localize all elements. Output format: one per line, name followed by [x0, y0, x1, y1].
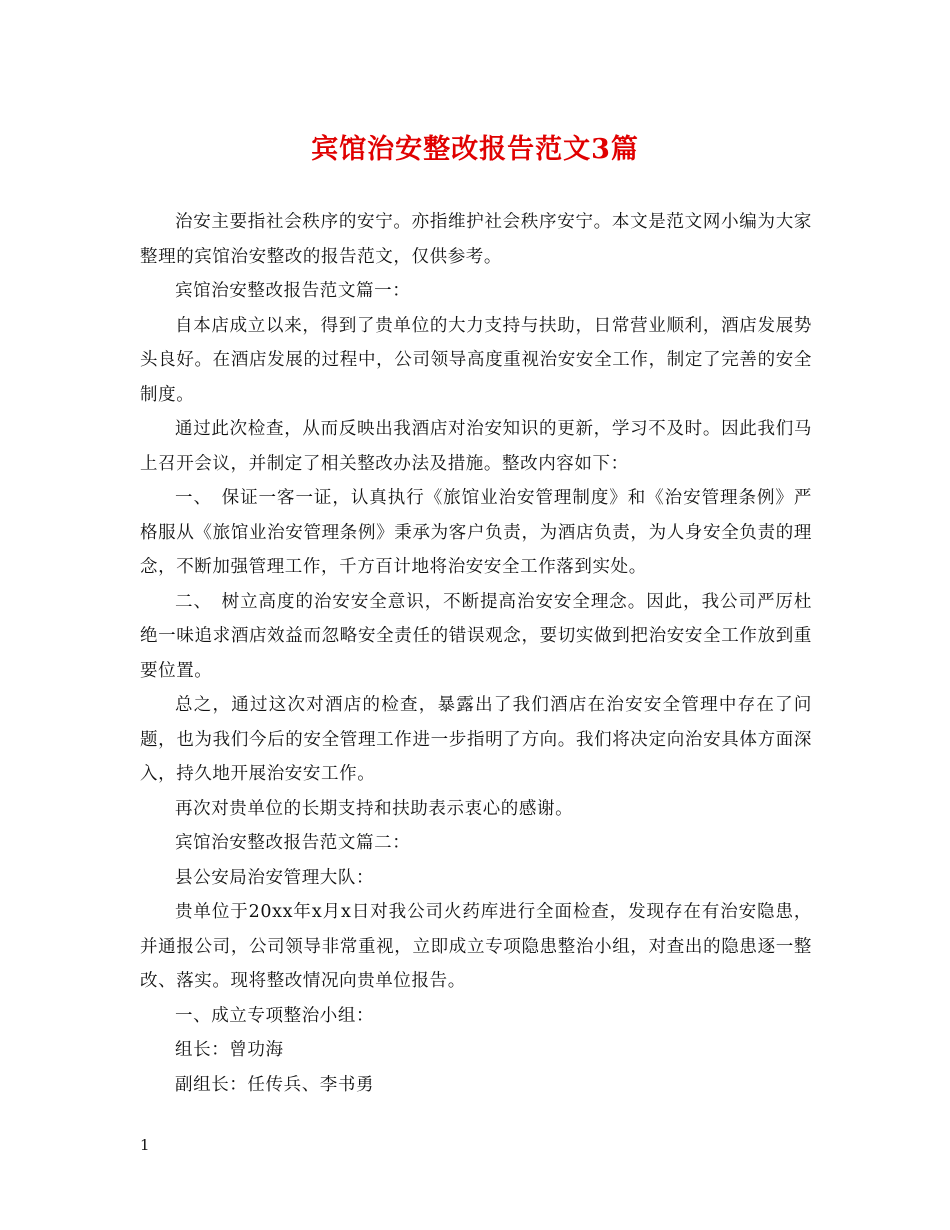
paragraph-heading-one: 宾馆治安整改报告范文篇一：: [175, 281, 411, 301]
paragraph-section-heading: 一、成立专项整治小组：: [175, 1005, 375, 1026]
paragraph: 通过此次检查，从而反映出我酒店对治安知识的更新，学习不及时。因此我们马上召开会议，并制定了相关整改办法及措施。整改内容如下：: [140, 419, 812, 474]
paragraph-item-two: 二、 树立高度的治安安全意识，不断提高治安安全理念。因此，我公司严厉杜绝一味追求酒店效益而忽略安全责任的错误观念，要切实做到把治安安全工作放到重要位置。: [140, 591, 812, 681]
paragraph-intro: 治安主要指社会秩序的安宁。亦指维护社会秩序安宁。本文是范文网小编为大家整理的宾馆治安整改的报告范文，仅供参考。: [140, 212, 812, 267]
document-title: 宾馆治安整改报告范文3篇: [311, 134, 639, 165]
page-number: 1: [140, 1136, 150, 1154]
paragraph-addressee: 县公安局治安管理大队：: [175, 867, 375, 888]
paragraph-summary: 总之，通过这次对酒店的检查，暴露出了我们酒店在治安安全管理中存在了问题，也为我们今后的安全管理工作进一步指明了方向。我们将决定向治安具体方面深入，持久地开展治安安工作。: [140, 695, 812, 784]
paragraph: 自本店成立以来，得到了贵单位的大力支持与扶助，日常营业顺利，酒店发展势头良好。在酒店发展的过程中，公司领导高度重视治安安全工作，制定了完善的安全制度。: [140, 315, 812, 405]
paragraph-thanks: 再次对贵单位的长期支持和扶助表示衷心的感谢。: [175, 798, 574, 819]
paragraph-item-one: 一、 保证一客一证，认真执行《旅馆业治安管理制度》和《治安管理条例》严格服从《旅馆业治安管理条例》秉承为客户负责，为酒店负责，为人身安全负责的理念，不断加强管理工作，千方百计地将治安安全工作落到实处。: [140, 488, 812, 577]
paragraph: 贵单位于20xx年x月x日对我公司火药库进行全面检查，发现存在有治安隐患，并通报公司，公司领导非常重视，立即成立专项隐患整治小组，对查出的隐患逐一整改、落实。现将整改情况向贵单位报告。: [140, 902, 812, 991]
paragraph-leader: 组长：曾功海: [175, 1040, 284, 1060]
document-body: [140, 205, 812, 1102]
paragraph-deputy-leader: 副组长：任传兵、李书勇: [175, 1074, 375, 1095]
paragraph-heading-two: 宾馆治安整改报告范文篇二：: [175, 833, 411, 853]
